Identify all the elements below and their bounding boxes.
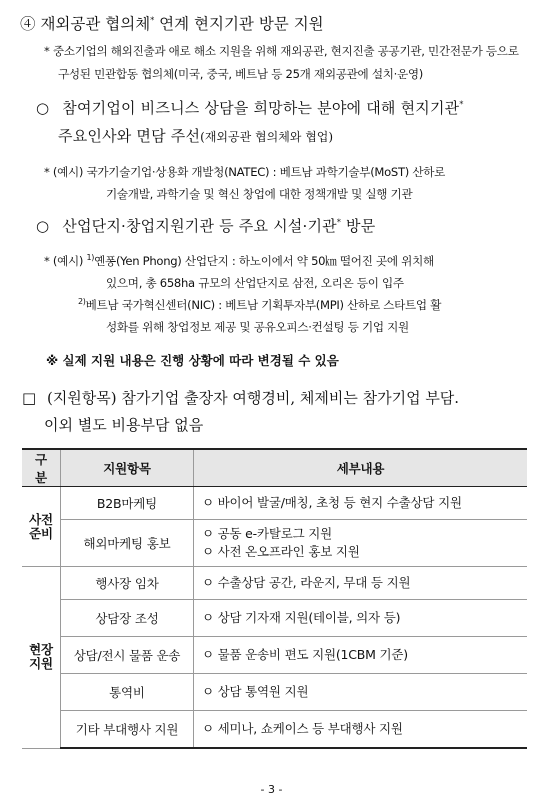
header-category: 구분	[22, 449, 61, 487]
ref-mark: 1)	[86, 253, 95, 263]
detail-line: ㅇ 공동 e-카탈로그 지원	[202, 526, 332, 541]
category-cell	[22, 487, 61, 567]
support-line-1	[22, 387, 459, 408]
note-1-text: 중소기업의 해외진출과 애로 해소 지원을 위해 재외공관, 현지진출 공공기관, 민간전문가 등으로	[52, 44, 519, 58]
section-heading	[20, 12, 324, 34]
section-title: 재외공관 협의체	[40, 15, 151, 33]
item-cell: 상담장 조성	[61, 600, 194, 637]
item-1-text: 참여기업이 비즈니스 상담을 희망하는 분야에 대해 현지기관	[62, 99, 460, 117]
category-label: 현장	[29, 642, 53, 658]
ref-mark: 2)	[78, 297, 86, 307]
change-notice: ※ 실제 지원 내용은 진행 상황에 따라 변경될 수 있음	[46, 353, 339, 368]
table-row	[22, 567, 527, 600]
category-label: 준비	[29, 525, 53, 541]
note-2-line-2: 기술개발, 과학기술 및 혁신 창업에 대한 정책개발 및 실행 기관	[106, 187, 413, 201]
note-1-line-1	[44, 43, 519, 59]
footnote-mark: *	[336, 218, 342, 227]
support-table	[22, 448, 527, 749]
header-item: 지원항목	[61, 449, 194, 487]
detail-cell: ㅇ 바이어 발굴/매칭, 초청 등 현지 수출상담 지원	[194, 487, 528, 520]
item-2-text-end: 방문	[341, 217, 376, 235]
support-text: (지원항목) 참가기업 출장자 여행경비, 체제비는 참가기업 부담.	[46, 389, 460, 407]
square-bullet: □	[22, 389, 37, 407]
circle-bullet: ○	[36, 217, 50, 235]
section-title-rest: 연계 현지기관 방문 지원	[154, 15, 324, 33]
item-1-text-2: 주요인사와 면담 주선	[58, 127, 201, 145]
item-2-text: 산업단지·창업지원기관 등 주요 시설·기관	[62, 217, 337, 235]
section-number: ④	[20, 15, 36, 33]
detail-cell	[194, 520, 528, 567]
detail-cell: ㅇ 세미나, 쇼케이스 등 부대행사 지원	[194, 711, 528, 749]
note-1-line-2: 구성된 민관합동 협의체(미국, 중국, 베트남 등 25개 재외공관에 설치·운영)	[58, 67, 424, 81]
footnote-mark: *	[459, 100, 464, 109]
note-mark: *	[44, 44, 50, 58]
note-2-line-1: * (예시) 국가기술기업·상용화 개발청(NATEC) : 베트남 과학기술부(MoST) 산하로	[44, 165, 446, 179]
table-row	[22, 600, 527, 637]
note-3-text-2: 베트남 국가혁신센터(NIC) : 베트남 기획투자부(MPI) 산하로 스타트업 활	[85, 298, 442, 312]
item-cell: 해외마케팅 홍보	[61, 520, 194, 567]
note-3-prefix: * (예시)	[44, 254, 87, 268]
table-row	[22, 674, 527, 711]
page-number: - 3 -	[260, 783, 283, 796]
note-3-line-4: 성화를 위해 창업정보 제공 및 공유오피스·컨설팅 등 기업 지원	[106, 320, 409, 334]
note-3-text: 옌퐁(Yen Phong) 산업단지 : 하노이에서 약 50㎞ 떨어진 곳에 위치해	[94, 254, 434, 268]
category-label: 지원	[29, 656, 53, 672]
footnote-mark: *	[150, 15, 155, 25]
table-row	[22, 520, 527, 567]
item-cell: 행사장 임차	[61, 567, 194, 600]
detail-cell: ㅇ 상담 통역원 지원	[194, 674, 528, 711]
table-header-row	[22, 449, 527, 487]
table-row	[22, 637, 527, 674]
detail-cell: ㅇ 물품 운송비 편도 지원(1CBM 기준)	[194, 637, 528, 674]
item-cell: 기타 부대행사 지원	[61, 711, 194, 749]
item-cell: 상담/전시 물품 운송	[61, 637, 194, 674]
detail-cell: ㅇ 상담 기자재 지원(테이블, 의자 등)	[194, 600, 528, 637]
detail-line: ㅇ 사전 온오프라인 홍보 지원	[202, 544, 360, 559]
category-cell	[22, 567, 61, 749]
bullet-item-1-line-1	[36, 97, 464, 118]
item-cell: B2B마케팅	[61, 487, 194, 520]
item-cell: 통역비	[61, 674, 194, 711]
bullet-item-2	[36, 215, 375, 236]
support-line-2: 이외 별도 비용부담 없음	[44, 416, 204, 434]
detail-cell: ㅇ 수출상담 공간, 라운지, 무대 등 지원	[194, 567, 528, 600]
circle-bullet: ○	[36, 99, 50, 117]
note-3-line-1	[44, 253, 434, 269]
category-label: 사전	[29, 511, 53, 527]
note-3-line-3	[78, 297, 441, 313]
note-3-line-2: 있으며, 총 658ha 규모의 산업단지로 삼전, 오리온 등이 입주	[106, 276, 404, 290]
bullet-item-1-line-2	[58, 125, 333, 146]
item-1-small-note: (재외공관 협의체와 협업)	[200, 130, 334, 144]
header-details: 세부내용	[194, 449, 528, 487]
table-row	[22, 711, 527, 749]
table-row	[22, 487, 527, 520]
